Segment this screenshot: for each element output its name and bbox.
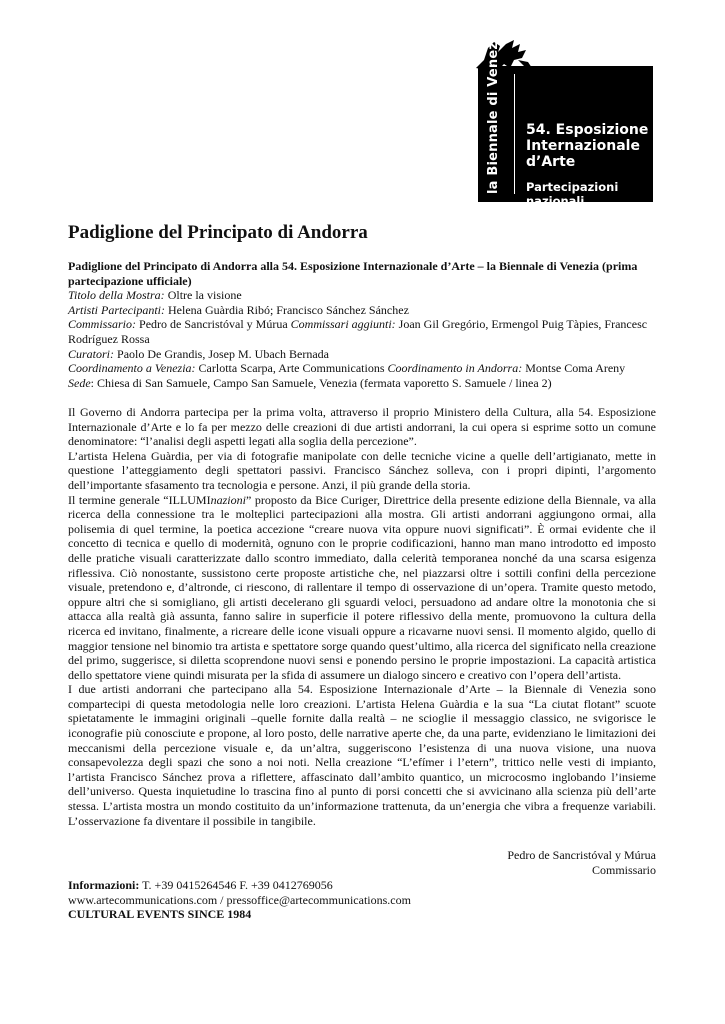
sede-label: Sede	[68, 375, 91, 390]
commissari-aggiunti-value: Joan Gil Gregório, Ermengol Puig Tàpies, Francesc Rodríguez Rossa	[68, 317, 648, 346]
titolo-label: Titolo della Mostra:	[68, 288, 165, 303]
info-heading: Padiglione del Principato di Andorra alla 54. Esposizione Internazionale d’Arte – la Biennale di Venezia (prima partecipazione ufficiale)	[68, 259, 638, 288]
p3-italic: nazioni	[210, 492, 246, 507]
artisti-value: Helena Guàrdia Ribó; Francisco Sánchez Sánchez	[165, 302, 409, 317]
logo-exposition-title	[526, 122, 648, 170]
curatori-label: Curatori:	[68, 346, 115, 361]
curatori-value: Paolo De Grandis, Josep M. Ubach Bernada	[114, 346, 329, 361]
info-artisti	[68, 303, 656, 318]
info-titolo	[68, 288, 656, 303]
logo-partecipazioni: Partecipazioni nazionali	[526, 180, 619, 208]
body-paragraph-2: L’artista Helena Guàrdia, per via di fotografie manipolate con delle tecniche vicine a quelle dell’artigianato, mette in questione l’atteggiamento degli spettatori passivi. Francisco Sánchez solleva, con i propri dipinti, l’argomento dell’importante sfasamento tra tecnologia e persone. Anzi, il più grande della storia.	[68, 448, 656, 492]
info-curatori	[68, 347, 656, 362]
contacts	[68, 878, 411, 922]
signature	[507, 848, 656, 877]
phone-fax: T. +39 0415264546 F. +39 0412769056	[139, 878, 333, 892]
body-paragraph-1: Il Governo di Andorra partecipa per la prima volta, attraverso il proprio Ministero della Cultura, alla 54. Esposizione Internazionale d’Arte e lo fa per mezzo delle creazioni di due artisti andorrani, la cui opera si esprime sotto un comune denominatore: “l’analisi degli aspetti legati alla soglia della percezione”.	[68, 405, 656, 449]
p3-start: Il termine generale “ILLUMI	[68, 492, 211, 507]
page-title: Padiglione del Principato di Andorra	[68, 222, 368, 243]
titolo-value: Oltre la visione	[164, 288, 242, 303]
commissario-value: Pedro de Sancristóval y Múrua	[136, 317, 291, 332]
p3-rest: ” proposto da Bice Curiger, Direttrice della presente edizione della Biennale, va alla ricerca della connessione tra le molteplici partecipazioni alla mostra. Gli artisti andorrani aggiungono ormai, alla polisemia di quel termine, la poetica accezione “creare nuova vita oppure nuovi significati”. È ormai evidente che il concetto di tecnica e quello di modernità, ognuno con le proprie codificazioni, hanno man mano introdotto ed imposto delle pratiche visuali caratterizzate dallo scontro immediato, dalla celerità temporanea nonché da una scarsa esigenza riflessiva. Ciò nonostante, sussistono certe proposte artistiche che, nel piazzarsi oltre i sottili confini della percezione visuale, pretendono e, d’altronde, ci riescono, di rallentare il tempo di osservazione di un’opera. Tramite questo metodo, oppure altri che si somigliano, gli artisti decelerano gli sguardi veloci, persuadono ad andare oltre la monotonia che si attacca alla realtà già assunta, fanno salire in superficie il potere riflessivo della mente, promuovono la cultura della ricerca ed invitano, finalmente, a ricreare delle icone visuali oppure a ricavarne nuovi sensi. Il momento algido, quello di maggior tensione nel binomio tra artista e spettatore sorge quando quest’ultimo, alla ricerca del significato nella creazione del primo, suggerisce, si diletta scoprendone nuovi sensi e ponendo persino le proprie impostazioni. La capacità artistica dello spettatore viene quindi misurata per la sfida di assumere un dialogo sincero e creativo con l’opera dell’artista.	[68, 492, 656, 682]
exhibition-info	[68, 259, 656, 390]
coord-andorra-label: Coordinamento in Andorra:	[387, 361, 523, 376]
sede-value: : Chiesa di San Samuele, Campo San Samuele, Venezia (fermata vaporetto S. Samuele / linea 2)	[90, 375, 552, 390]
body-text	[68, 405, 656, 828]
biennale-logo	[478, 28, 653, 208]
body-paragraph-3	[68, 493, 656, 683]
info-coordinamento	[68, 361, 656, 376]
info-label: Informazioni:	[68, 878, 140, 892]
commissari-aggiunti-label: Commissari aggiunti:	[290, 317, 396, 332]
contact-tagline: CULTURAL EVENTS SINCE 1984	[68, 907, 252, 922]
contact-web: www.artecommunications.com / pressoffice@artecommunications.com	[68, 892, 411, 907]
info-sede	[68, 376, 656, 391]
logo-separator	[514, 74, 515, 194]
logo-expo-line-3: d’Arte	[526, 154, 576, 170]
artisti-label: Artisti Partecipanti:	[68, 302, 165, 317]
logo-expo-line-1: 54. Esposizione	[526, 122, 649, 138]
coord-andorra-value: Montse Coma Areny	[522, 361, 626, 376]
coord-venezia-label: Coordinamento a Venezia:	[68, 361, 196, 376]
info-commissario	[68, 317, 656, 346]
contact-phone	[68, 878, 411, 893]
logo-vertical-text: la Biennale di Venezia	[486, 28, 501, 194]
commissario-label: Commissario:	[68, 317, 137, 332]
signature-role: Commissario	[591, 862, 656, 877]
coord-venezia-value: Carlotta Scarpa, Arte Communications	[195, 361, 388, 376]
signature-name: Pedro de Sancristóval y Múrua	[507, 848, 656, 862]
logo-expo-line-2: Internazionale	[526, 138, 640, 154]
body-paragraph-4: I due artisti andorrani che partecipano alla 54. Esposizione Internazionale d’Arte – la Biennale di Venezia sono compartecipi di questa metodologia nelle loro creazioni. L’artista Helena Guàrdia e la sua “La ciutat flotant” scuote spietatamente le immagini originali –quelle fornite dalla realtà – ne scioglie il messaggio classico, ne svigorisce le iconografie più conosciute e propone, al loro posto, delle narrative aperte che, da una parte, evidenziano le limitazioni dei meccanismi della percezione visuale e, da un’altra, suggeriscono l’esistenza di una nuova visione, una nuova consapevolezza degli spazi che sono a noi noti. Nella creazione “L’efímer i l’etern”, trittico nelle vesti di impianto, l’artista Francisco Sánchez prova a riflettere, affascinato dall’ambito quantico, un microcosmo inglobando l’insieme dell’universo. Questa inquietudine lo trascina fino al punto di porsi concetti che si avvicinano alla scienza più dell’arte stessa. L’artista mostra un mondo costituito da un’informazione trattenuta, da un’energia che vibra a frequenze variabili. L’osservazione fa diventare il possibile in tangibile.	[68, 682, 656, 828]
